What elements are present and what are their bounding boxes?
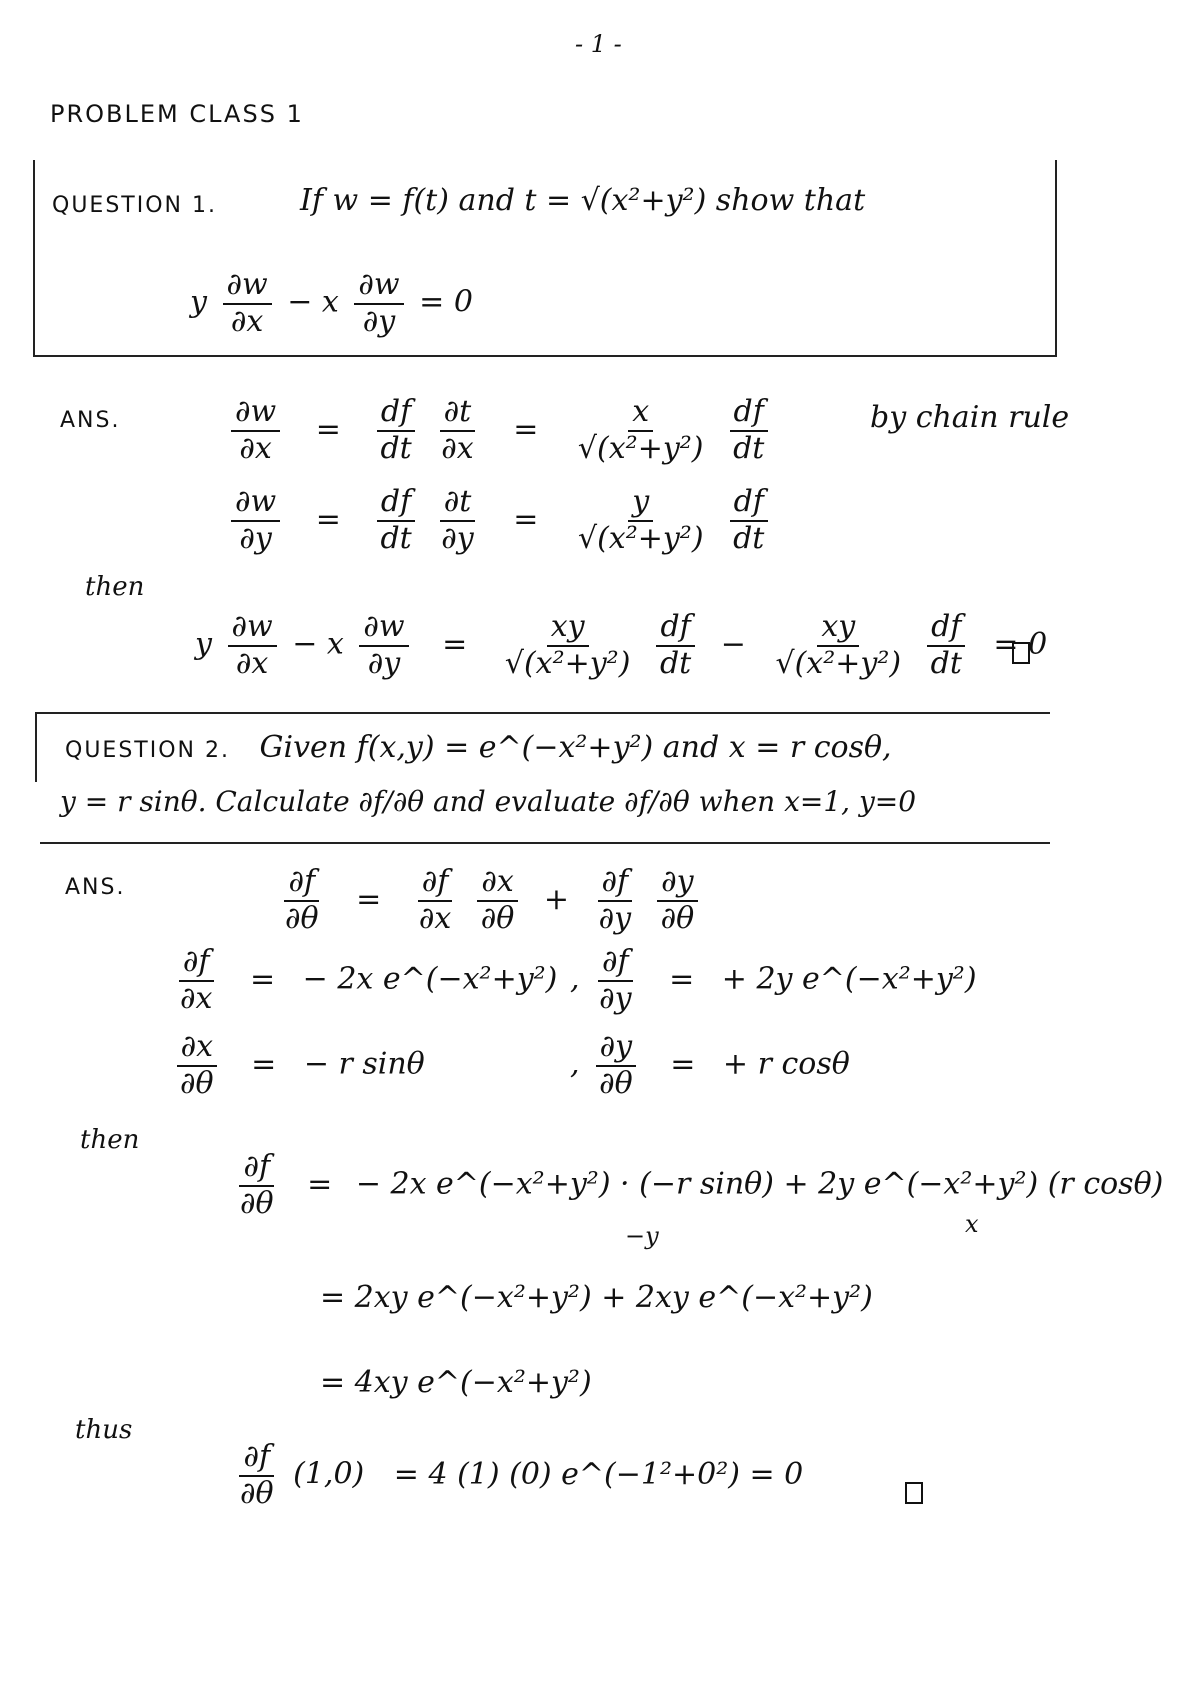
answer-2-line-1	[275, 865, 704, 936]
frac-num: ∂f	[239, 1150, 274, 1187]
frac-den: ∂x	[235, 645, 269, 681]
frac-den: ∂θ	[240, 1185, 274, 1221]
frac-den: dt	[733, 430, 765, 466]
frac-num: df	[730, 485, 768, 522]
then-label: then	[85, 572, 145, 602]
frac-num: df	[730, 395, 768, 432]
frac-den: ∂θ	[599, 1065, 633, 1101]
equals: =	[251, 1046, 277, 1082]
frac-den: √(x²+y²)	[577, 520, 704, 556]
answer-2-final	[230, 1440, 803, 1511]
equals: =	[356, 881, 382, 917]
frac-num: x	[628, 395, 653, 432]
frac-num: ∂y	[657, 865, 697, 902]
frac-num: df	[927, 610, 965, 647]
frac-num: xy	[817, 610, 859, 647]
frac-num: ∂w	[231, 395, 280, 432]
final-value: = 4 (1) (0) e^(−1²+0²) = 0	[393, 1456, 804, 1492]
answer-2-line-3	[170, 1030, 425, 1101]
equals: =	[249, 961, 276, 997]
eq-y: y	[190, 284, 207, 320]
frac-den: dt	[930, 645, 962, 681]
question-1-label: QUESTION 1.	[52, 193, 217, 218]
long-expression-1: − 2x e^(−x²+y²) · (−r sinθ) + 2y e^(−x²+y²) (r cosθ)	[355, 1166, 1164, 1202]
question-2-line-2: y = r sinθ. Calculate ∂f/∂θ and evaluate ∂f/∂θ when x=1, y=0	[60, 785, 917, 818]
equals: =	[315, 411, 341, 447]
answer-2-line-5: = 2xy e^(−x²+y²) + 2xy e^(−x²+y²)	[320, 1280, 873, 1315]
frac-num: ∂x	[477, 865, 517, 902]
minus: −	[720, 626, 746, 662]
question-2-text-1: Given f(x,y) = e^(−x²+y²) and x = r cosθ,	[259, 730, 892, 765]
frac-num: ∂w	[228, 610, 277, 647]
frac-den: dt	[380, 520, 412, 556]
frac-den: ∂θ	[240, 1475, 274, 1511]
chain-rule-note: by chain rule	[870, 400, 1070, 435]
frac-num: xy	[547, 610, 589, 647]
frac-den: ∂y	[441, 520, 474, 556]
frac-num: df	[377, 485, 415, 522]
frac-den: ∂θ	[180, 1065, 214, 1101]
then-label-2: then	[80, 1125, 140, 1155]
frac-num: ∂x	[177, 1030, 217, 1067]
frac-den: √(x²+y²)	[775, 645, 902, 681]
eq-minus-x: − x	[287, 284, 339, 320]
answer-1-label: ANS.	[60, 408, 121, 433]
equals: =	[307, 1166, 333, 1202]
frac-num: ∂f	[284, 865, 319, 902]
eq-zero: = 0	[993, 626, 1048, 662]
page-number: - 1 -	[575, 30, 622, 58]
answer-2-line-3b	[570, 1030, 850, 1101]
frac-den: ∂θ	[285, 900, 319, 936]
qed-mark	[1012, 642, 1030, 664]
equals: =	[670, 1046, 696, 1082]
frac-den: ∂y	[239, 520, 272, 556]
question-1-equation	[190, 268, 473, 339]
frac-num: ∂f	[239, 1440, 274, 1477]
eq-zero: = 0	[419, 284, 473, 320]
equals: =	[513, 411, 539, 447]
dxdth-value: − r sinθ	[303, 1046, 425, 1082]
frac-den: ∂x	[418, 900, 452, 936]
answer-1-line-1	[225, 395, 774, 466]
frac-den: ∂x	[441, 430, 474, 466]
equals: =	[442, 626, 468, 662]
frac-den: ∂θ	[480, 900, 515, 936]
lhs-minus-x: − x	[292, 626, 344, 662]
answer-2-line-2b	[570, 945, 977, 1016]
frac-den: ∂y	[598, 900, 632, 936]
plus: +	[543, 881, 570, 917]
answer-2-line-6: = 4xy e^(−x²+y²)	[320, 1365, 592, 1400]
frac-num: ∂y	[596, 1030, 636, 1067]
question-1-statement: If w = f(t) and t = √(x²+y²) show that	[300, 183, 866, 218]
frac-den: ∂y	[362, 303, 396, 339]
frac-den: ∂x	[239, 430, 272, 466]
frac-num: y	[628, 485, 653, 522]
dydth-value: + r cosθ	[722, 1046, 850, 1082]
eval-point: (1,0)	[293, 1456, 365, 1492]
frac-den: dt	[733, 520, 765, 556]
frac-num: ∂w	[354, 268, 403, 305]
frac-num: ∂w	[231, 485, 280, 522]
frac-den: √(x²+y²)	[504, 645, 631, 681]
answer-1-line-2	[225, 485, 774, 556]
question-2-left-rule	[35, 712, 37, 782]
frac-num: ∂f	[598, 865, 633, 902]
frac-den: ∂y	[367, 645, 401, 681]
answer-1-line-3	[195, 610, 1047, 681]
frac-num: ∂f	[598, 945, 633, 982]
frac-num: ∂w	[223, 268, 272, 305]
dfdx-value: − 2x e^(−x²+y²)	[302, 961, 558, 997]
frac-den: ∂y	[599, 980, 632, 1016]
question-2-bottom-rule	[40, 842, 1050, 844]
frac-den: dt	[659, 645, 692, 681]
question-2-top-rule	[35, 712, 1050, 714]
thus-label: thus	[75, 1415, 133, 1445]
question-2-line-1	[65, 730, 892, 765]
comma: ,	[570, 961, 580, 997]
page-title: PROBLEM CLASS 1	[50, 100, 304, 128]
frac-num: df	[656, 610, 694, 647]
equals: =	[513, 501, 539, 537]
comma: ,	[570, 1046, 580, 1082]
under-neg-y: −y	[625, 1222, 659, 1250]
frac-den: √(x²+y²)	[577, 430, 704, 466]
frac-num: df	[377, 395, 415, 432]
answer-2-line-2	[170, 945, 557, 1016]
qed-mark-2	[905, 1482, 923, 1504]
frac-den: ∂θ	[660, 900, 695, 936]
frac-den: ∂x	[180, 980, 213, 1016]
dfdy-value: + 2y e^(−x²+y²)	[721, 961, 977, 997]
answer-2-label: ANS.	[65, 875, 126, 900]
under-x: x	[965, 1210, 979, 1238]
frac-num: ∂f	[179, 945, 214, 982]
equals: =	[315, 501, 341, 537]
equals: =	[669, 961, 695, 997]
question-2-label: QUESTION 2.	[65, 738, 230, 763]
lhs-y: y	[195, 626, 212, 662]
answer-2-line-4	[230, 1150, 1163, 1221]
frac-den: dt	[380, 430, 412, 466]
frac-num: ∂w	[359, 610, 408, 647]
frac-den: ∂x	[230, 303, 264, 339]
frac-num: ∂t	[440, 485, 476, 522]
frac-num: ∂t	[440, 395, 476, 432]
frac-num: ∂f	[418, 865, 453, 902]
